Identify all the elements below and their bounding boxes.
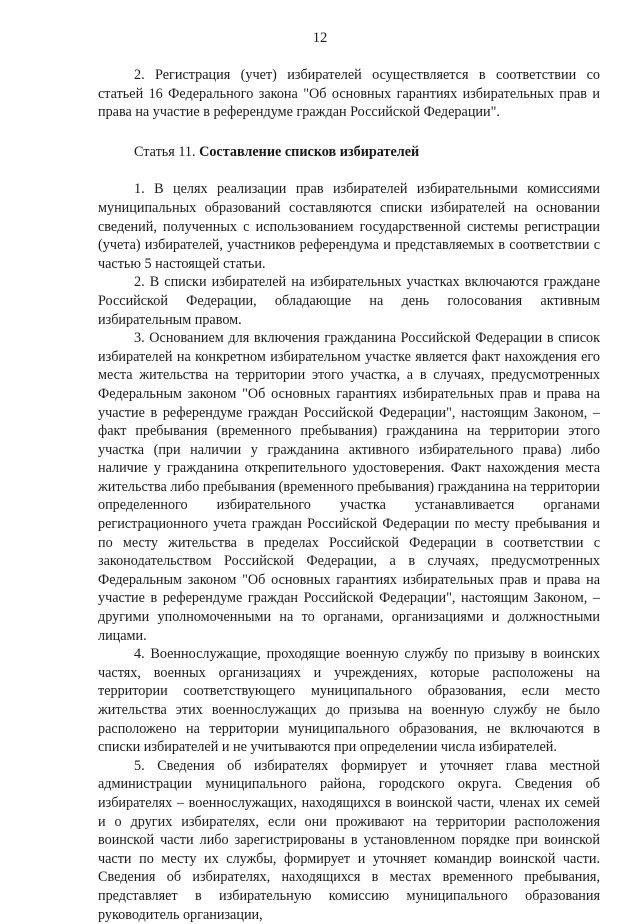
intro-paragraph: 2. Регистрация (учет) избирателей осуществляется в соответствии со статьей 16 Федерального закона "Об основных гарантиях избирательных прав и права на участие в референдуме граждан Российской Федерации". [98,67,600,121]
paragraph-2: 2. В списки избирателей на избирательных участках включаются граждане Российской Федерации, обладающие на день голосования активным избирательным правом. [98,274,600,328]
paragraph-5: 5. Сведения об избирателях формирует и уточняет глава местной администрации муниципального района, городского округа. Сведения об избирателях – военнослужащих, находящихся в воинской части, членах их семей и о других избирателях, если они проживают на территории расположения воинской части либо зарегистрированы в установленном порядке при воинской части по месту их службы, формирует и уточняет командир воинской части. Сведения об избирателях, находящихся в местах временного пребывания, представляет в избирательную комиссию муниципального образования руководитель организации, [98,757,600,923]
paragraph-3: 3. Основанием для включения гражданина Российской Федерации в список избирателей на конкретном избирательном участке является факт нахождения его места жительства на территории этого участка, а в случаях, предусмотренных Федеральным законом "Об основных гарантиях избирательных прав и права на участие в референдуме граждан Российской Федерации", настоящим Законом, – факт пребывания (временного пребывания) гражданина на территории этого участка (при наличии у гражданина активного избирательного права) либо наличие у гражданина открепительного удостоверения. Факт нахождения места жительства либо пребывания (временного пребывания) гражданина на территории определенного избирательного участка устанавливается органами регистрационного учета граждан Российской Федерации по месту пребывания и по месту жительства в пределах Российской Федерации в соответствии с законодательством Российской Федерации, а в случаях, предусмотренных Федеральным законом "Об основных гарантиях избирательных прав и права на участие в референдуме граждан Российской Федерации", настоящим Законом, – другими уполномоченными на то органами, организациями и должностными лицами. [98,330,600,644]
article-number: Статья 11. [134,143,200,160]
article-heading [98,143,600,162]
paragraph-1: 1. В целях реализации прав избирателей избирательными комиссиями муниципальных образований составляются списки избирателей на основании сведений, полученных с использованием государственной системы регистрации (учета) избирателей, участников референдума и представляемых в соответствии с частью 5 настоящей статьи. [98,181,600,272]
article-title: Составление списков избирателей [199,143,420,160]
paragraph-4: 4. Военнослужащие, проходящие военную службу по призыву в воинских частях, военных организациях и учреждениях, которые расположены на территории соответствующего муниципального образования, если место жительства этих военнослужащих до призыва на военную службу не было расположено на территории муниципального образования, не включаются в списки избирателей и не учитываются при определении числа избирателей. [98,646,600,756]
page-number: 12 [312,30,328,46]
document-body [98,66,600,924]
